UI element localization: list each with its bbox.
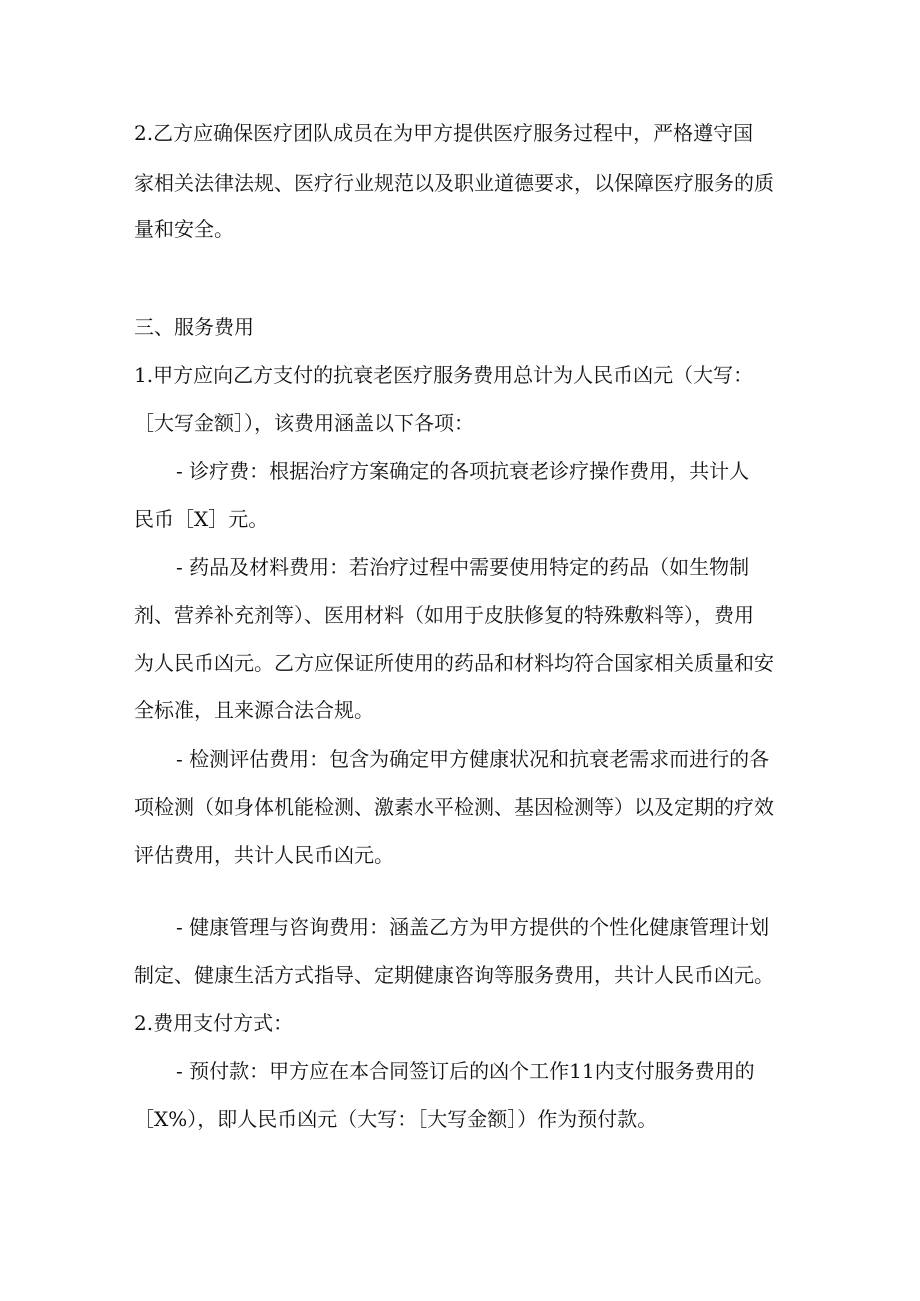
text-line: 量和安全。 (134, 217, 234, 241)
list-item-line: - 预付款：甲方应在本合同签订后的凶个工作11内支付服务费用的 (176, 1059, 755, 1083)
text-line: 剂、营养补充剂等）、医用材料（如用于皮肤修复的特殊敷料等），费用 (134, 603, 754, 627)
text-line: 评估费用，共计人民币凶元。 (134, 843, 394, 867)
text-line: 项检测（如身体机能检测、激素水平检测、基因检测等）以及定期的疗效 (134, 795, 774, 819)
text-line: 家相关法律法规、医疗行业规范以及职业道德要求，以保障医疗服务的质 (134, 171, 774, 195)
list-item-line: - 药品及材料费用：若治疗过程中需要使用特定的药品（如生物制 (176, 555, 750, 579)
text-line: 1.甲方应向乙方支付的抗衰老医疗服务费用总计为人民币凶元（大写： (134, 363, 754, 387)
list-item-line: - 健康管理与咨询费用：涵盖乙方为甲方提供的个性化健康管理计划 (176, 915, 770, 939)
text-line: 制定、健康生活方式指导、定期健康咨询等服务费用，共计人民币凶元。 (134, 963, 774, 987)
text-line: 2.费用支付方式： (134, 1011, 294, 1035)
text-line: ［X%），即人民币凶元（大写：［大写金额］）作为预付款。 (134, 1107, 658, 1131)
list-item-line: - 检测评估费用：包含为确定甲方健康状况和抗衰老需求而进行的各 (176, 747, 770, 771)
section-heading: 三、服务费用 (134, 315, 254, 339)
text-line: 为人民币凶元。乙方应保证所使用的药品和材料均符合国家相关质量和安 (134, 651, 774, 675)
list-item-line: - 诊疗费：根据治疗方案确定的各项抗衰老诊疗操作费用，共计人 (176, 459, 750, 483)
text-line: ［大写金额］），该费用涵盖以下各项： (134, 411, 474, 435)
text-line: 民币［X］元。 (134, 507, 269, 531)
text-line: 2.乙方应确保医疗团队成员在为甲方提供医疗服务过程中，严格遵守国 (134, 121, 754, 145)
text-line: 全标准，且来源合法合规。 (134, 698, 374, 722)
